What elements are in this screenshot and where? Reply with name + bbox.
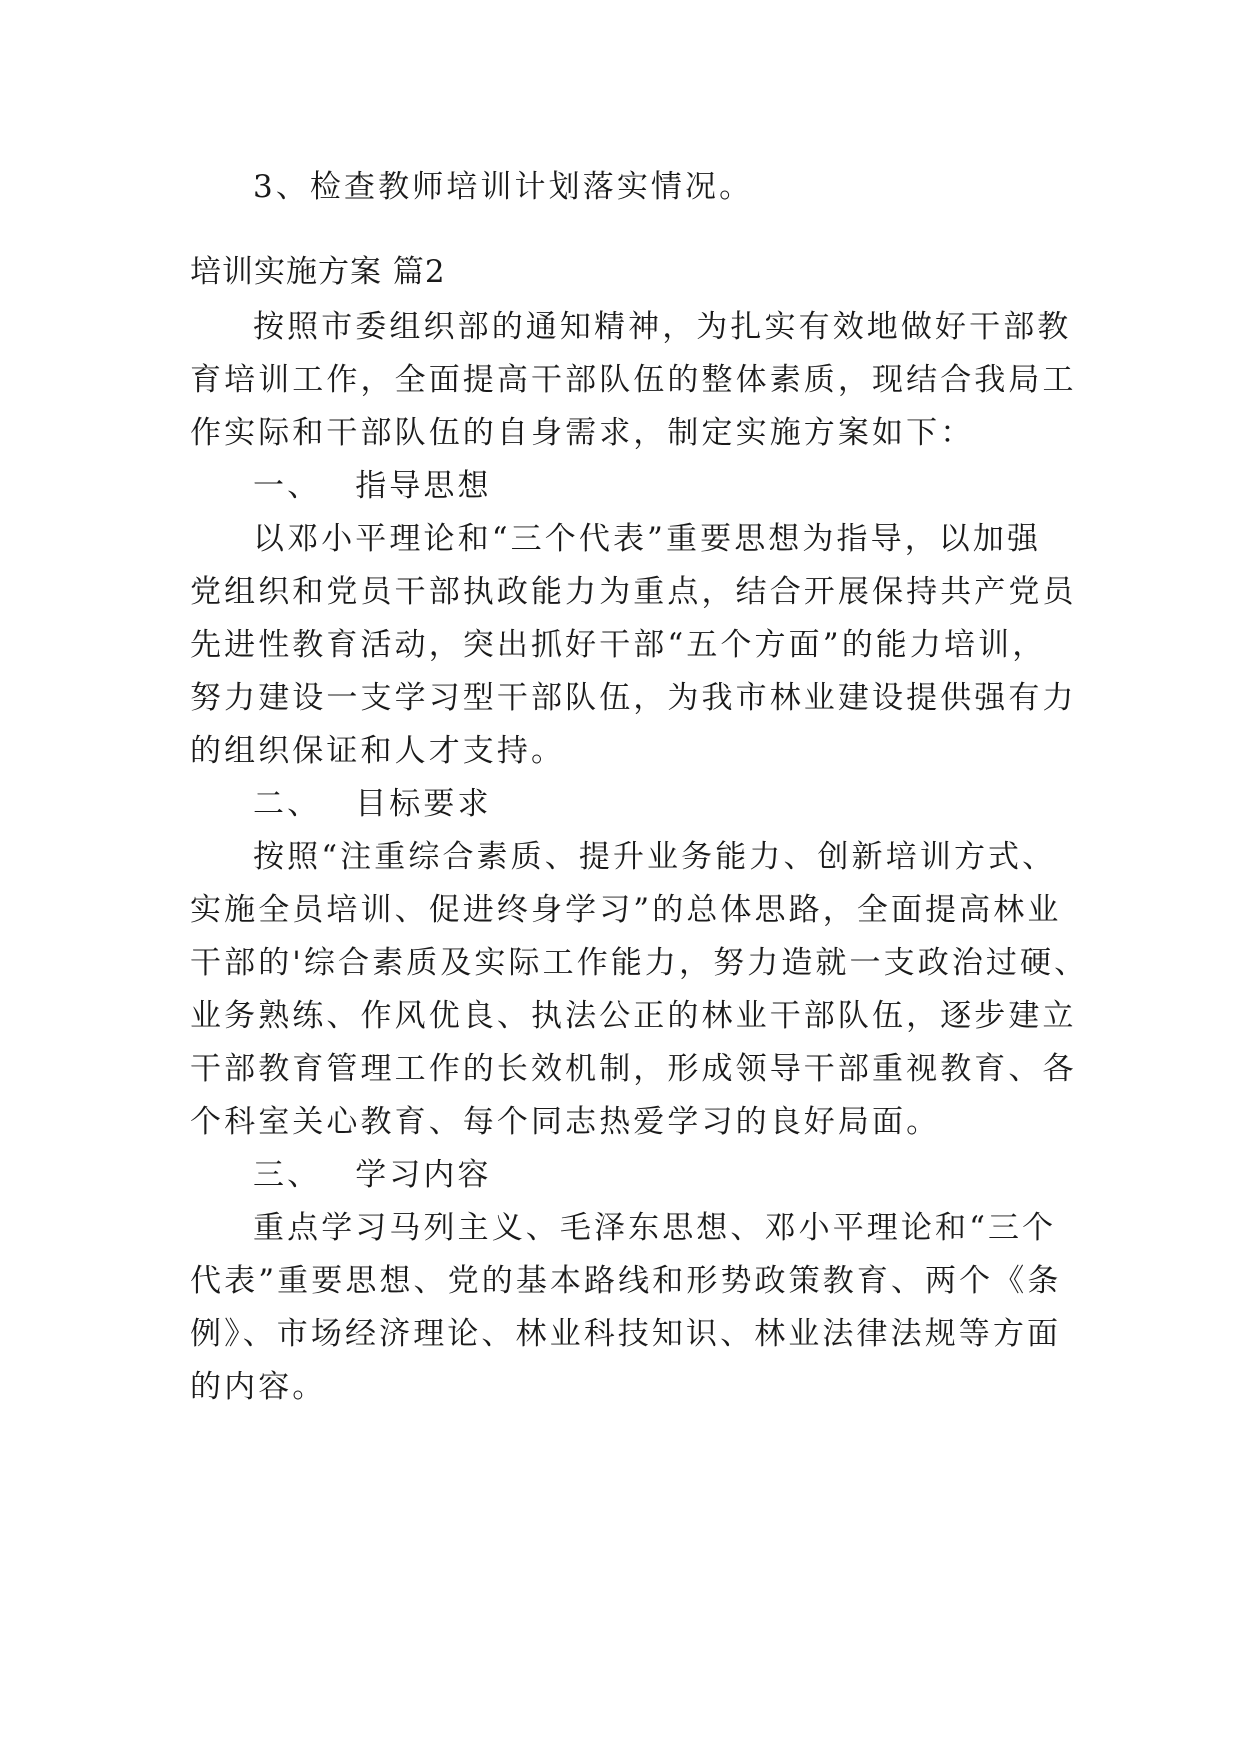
p2-line-6: 个科室关心教育、每个同志热爱学习的良好局面。 <box>190 1104 941 1140</box>
heading-1-text: 指导思想 <box>355 468 492 504</box>
p3-line-3: 例》、市场经济理论、林业科技知识、林业法律法规等方面 <box>190 1316 1062 1352</box>
heading-1 <box>253 466 1133 506</box>
intro-line-3: 作实际和干部队伍的自身需求，制定实施方案如下： <box>190 415 975 451</box>
p2-line-1: 按照“注重综合素质、提升业务能力、创新培训方式、 <box>253 839 1057 875</box>
heading-3 <box>253 1155 1133 1195</box>
p1-line-3: 先进性教育活动，突出抓好干部“五个方面”的能力培训， <box>190 627 1047 663</box>
p3-line-4: 的内容。 <box>190 1369 327 1405</box>
p1-line-1: 以邓小平理论和“三个代表”重要思想为指导，以加强 <box>253 521 1042 557</box>
intro-line-1: 按照市委组织部的通知精神，为扎实有效地做好干部教 <box>253 309 1072 345</box>
p2-line-4: 业务熟练、作风优良、执法公正的林业干部队伍，逐步建立 <box>190 998 1077 1034</box>
p2-line-2: 实施全员培训、促进终身学习”的总体思路，全面提高林业 <box>190 892 1062 928</box>
list-item-3: 3、检查教师培训计划落实情况。 <box>253 169 754 205</box>
heading-1-number: 一、 <box>253 468 322 504</box>
p1-line-2: 党组织和党员干部执政能力为重点，结合开展保持共产党员 <box>190 574 1077 610</box>
intro-line-2: 育培训工作，全面提高干部队伍的整体素质，现结合我局工 <box>190 362 1077 398</box>
heading-2 <box>253 784 1133 824</box>
p3-line-2: 代表”重要思想、党的基本路线和形势政策教育、两个《条 <box>190 1263 1062 1299</box>
p1-line-4: 努力建设一支学习型干部队伍，为我市林业建设提供强有力 <box>190 680 1077 716</box>
p2-line-3: 干部的'综合素质及实际工作能力，努力造就一支政治过硬、 <box>190 945 1089 981</box>
p2-line-5: 干部教育管理工作的长效机制，形成领导干部重视教育、各 <box>190 1051 1077 1087</box>
heading-2-number: 二、 <box>253 786 322 822</box>
heading-3-number: 三、 <box>253 1157 322 1193</box>
p1-line-5: 的组织保证和人才支持。 <box>190 733 566 769</box>
section-title: 培训实施方案 篇2 <box>190 254 446 290</box>
heading-3-text: 学习内容 <box>355 1157 492 1193</box>
heading-2-text: 目标要求 <box>355 786 492 822</box>
p3-line-1: 重点学习马列主义、毛泽东思想、邓小平理论和“三个 <box>253 1210 1057 1246</box>
